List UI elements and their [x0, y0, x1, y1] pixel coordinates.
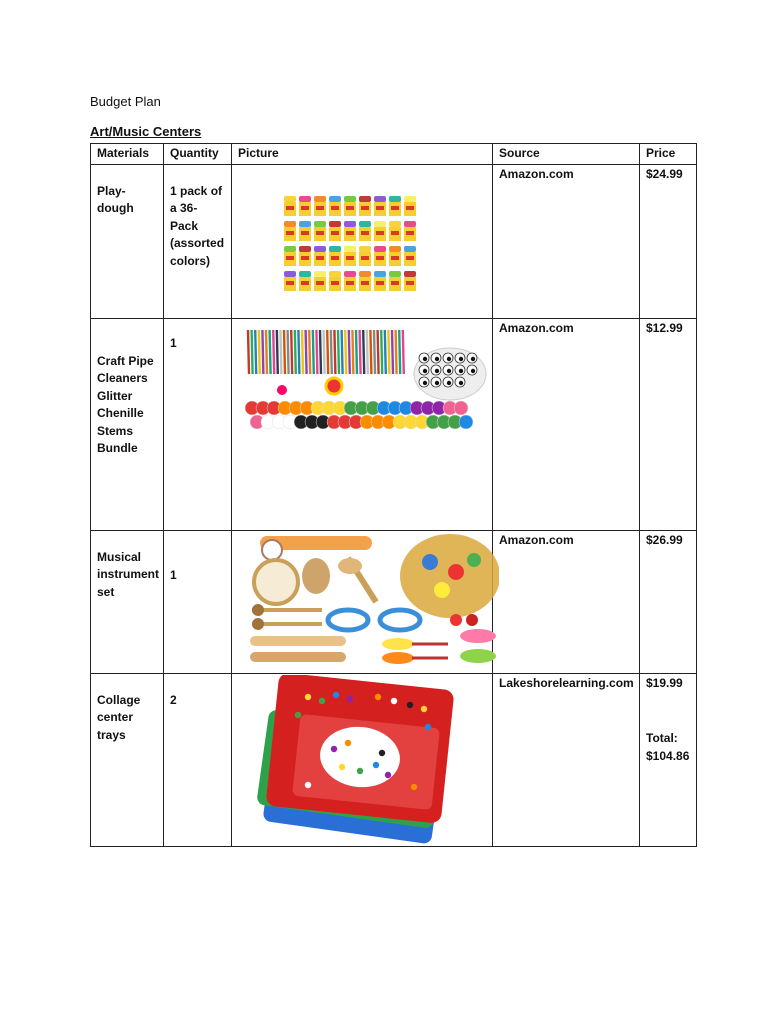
material-cell: Musical instrument set: [91, 530, 164, 673]
collage-trays-image: [238, 675, 499, 845]
budget-table: [90, 143, 697, 847]
source-cell: Amazon.com: [493, 530, 640, 673]
source-cell: Amazon.com: [493, 164, 640, 318]
picture-cell: [232, 164, 493, 318]
price-cell: [640, 673, 697, 846]
quantity-cell: 1: [164, 530, 232, 673]
material-cell: Craft Pipe Cleaners Glitter Chenille Stems Bundle: [91, 318, 164, 530]
picture-cell: [232, 530, 493, 673]
header-materials: Materials: [91, 144, 164, 165]
document-title: Budget Plan: [90, 94, 161, 109]
source-cell: Lakeshorelearning.com: [493, 673, 640, 846]
quantity-cell: 1 pack of a 36-Pack (assorted colors): [164, 164, 232, 318]
price-cell: $24.99: [640, 164, 697, 318]
table-header-row: [91, 144, 697, 165]
quantity-cell: 1: [164, 318, 232, 530]
header-source: Source: [493, 144, 640, 165]
table-row: [91, 530, 697, 673]
header-picture: Picture: [232, 144, 493, 165]
header-price: Price: [640, 144, 697, 165]
table-row: [91, 318, 697, 530]
material-cell: Collage center trays: [91, 673, 164, 846]
section-title: Art/Music Centers: [90, 124, 202, 139]
musical-instruments-image: [238, 532, 499, 672]
table-row: [91, 673, 697, 846]
price-value: $19.99: [646, 675, 683, 690]
price-cell: $26.99: [640, 530, 697, 673]
picture-cell: [232, 673, 493, 846]
material-cell: Play-dough: [91, 164, 164, 318]
source-cell: Amazon.com: [493, 318, 640, 530]
pipe-cleaners-image: [238, 320, 499, 529]
picture-cell: [232, 318, 493, 530]
quantity-cell: 2: [164, 673, 232, 846]
total-price: Total: $104.86: [646, 731, 690, 763]
header-quantity: Quantity: [164, 144, 232, 165]
table-row: [91, 164, 697, 318]
price-cell: $12.99: [640, 318, 697, 530]
play-dough-image: [238, 166, 499, 317]
